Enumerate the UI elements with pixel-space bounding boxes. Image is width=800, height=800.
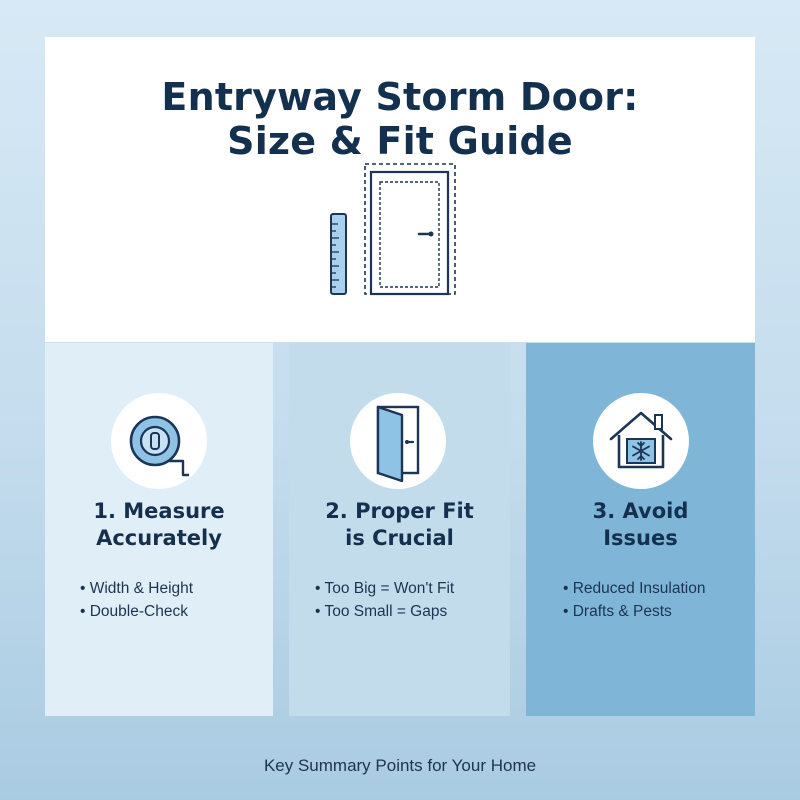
- bullet-list: [315, 577, 454, 623]
- card-title-line-2: is Crucial: [345, 526, 454, 550]
- list-item: • Too Big = Won't Fit: [315, 580, 455, 597]
- card-avoid-issues: [526, 343, 755, 716]
- page-title: [45, 75, 755, 163]
- card-title-line-1: 1. Measure: [93, 499, 225, 523]
- icon-badge: [350, 393, 446, 489]
- card-title: [289, 498, 510, 552]
- icon-badge: [593, 393, 689, 489]
- header-card: [45, 37, 755, 342]
- bullet-list: [563, 577, 705, 623]
- card-title-line-2: Accurately: [96, 526, 222, 550]
- bullet-list: [80, 577, 193, 623]
- card-title-line-1: 2. Proper Fit: [325, 499, 474, 523]
- open-door-icon: [350, 393, 446, 489]
- house-snowflake-icon: [593, 393, 689, 489]
- card-measure: [45, 343, 273, 716]
- card-title-line-2: Issues: [603, 526, 678, 550]
- door-with-ruler-icon: [328, 162, 458, 302]
- title-line-2: Size & Fit Guide: [227, 119, 573, 163]
- list-item: • Drafts & Pests: [563, 603, 672, 620]
- title-line-1: Entryway Storm Door:: [161, 75, 639, 119]
- card-title: [526, 498, 755, 552]
- tape-measure-icon: [111, 393, 207, 489]
- list-item: • Too Small = Gaps: [315, 603, 448, 620]
- icon-badge: [111, 393, 207, 489]
- list-item: • Reduced Insulation: [563, 580, 706, 597]
- list-item: • Double-Check: [80, 603, 188, 620]
- card-proper-fit: [289, 343, 510, 716]
- card-title: [45, 498, 273, 552]
- footer-caption: Key Summary Points for Your Home: [263, 756, 537, 775]
- card-title-line-1: 3. Avoid: [592, 499, 689, 523]
- list-item: • Width & Height: [80, 580, 194, 597]
